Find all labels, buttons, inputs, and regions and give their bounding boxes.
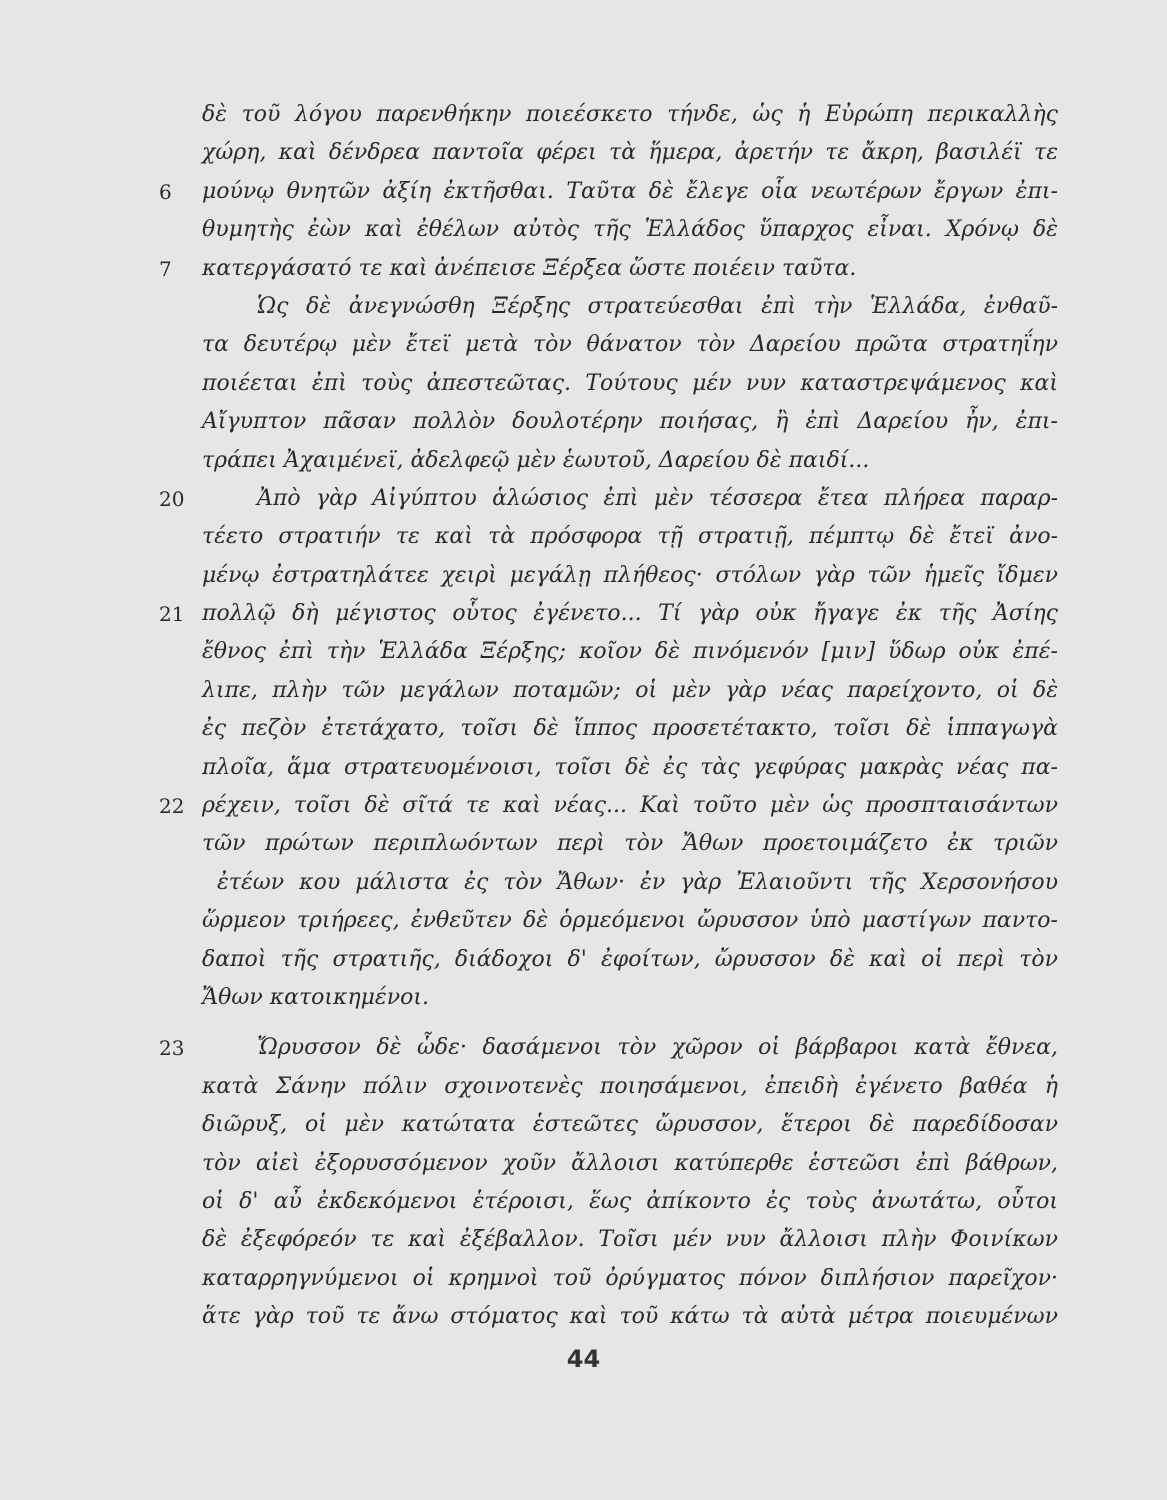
line-text: τὸν αἰεὶ ἐξορυσσόμενον χοῦν ἄλλοισι κατύπερθε ἑστεῶσι ἐπὶ βάθρων, <box>202 1150 1058 1176</box>
line-text: ἐς πεζὸν ἐτετάχατο, τοῖσι δὲ ἵππος προσετέτακτο, τοῖσι δὲ ἱππαγωγὰ <box>202 716 1058 742</box>
text-line <box>165 825 1061 863</box>
text-line <box>159 595 1061 633</box>
line-text: ὥρμεον τριήρεες, ἐνθεῦτεν δὲ ὁρμεόμενοι ὤρυσσον ὑπὸ μαστίγων παντο- <box>202 908 1058 934</box>
greek-text-block <box>159 96 1061 1337</box>
line-text: λιπε, πλὴν τῶν μεγάλων ποταμῶν; οἱ μὲν γὰρ νέας παρείχοντο, οἱ δὲ <box>202 677 1058 703</box>
text-line <box>165 1260 1061 1298</box>
line-text: μένῳ ἐστρατηλάτεε χειρὶ μεγάλῃ πλήθεος· στόλων γὰρ τῶν ἡμεῖς ἴδμεν <box>202 562 1058 588</box>
line-number: 7 <box>159 256 172 281</box>
page-number: 44 <box>566 1345 601 1373</box>
line-text: τα δευτέρῳ μὲν ἔτεϊ μετὰ τὸν θάνατον τὸν Δαρείου πρῶτα στρατηΐην <box>202 332 1058 358</box>
text-line <box>165 518 1061 556</box>
line-text: ποιέεται ἐπὶ τοὺς ἀπεστεῶτας. Τούτους μέν νυν καταστρεψάμενος καὶ <box>202 370 1058 396</box>
line-text: χώρη, καὶ δένδρεα παντοῖα φέρει τὰ ἥμερα, ἀρετήν τε ἄκρη, βασιλέϊ τε <box>202 140 1058 166</box>
text-line <box>159 480 1061 518</box>
text-line <box>165 1106 1061 1144</box>
line-text: Αἴγυπτον πᾶσαν πολλὸν δουλοτέρην ποιήσας, ἢ ἐπὶ Δαρείου ἦν, ἐπι- <box>202 409 1058 435</box>
line-text: Ὤρυσσον δὲ ὧδε· δασάμενοι τὸν χῶρον οἱ βάρβαροι κατὰ ἔθνεα, <box>257 1035 1058 1061</box>
line-number: 21 <box>159 602 185 627</box>
line-text: ἔθνος ἐπὶ τὴν Ἑλλάδα Ξέρξης; κοῖον δὲ πινόμενόν [μιν] ὕδωρ οὐκ ἐπέ- <box>202 639 1058 665</box>
line-text: πλοῖα, ἅμα στρατευομένοισι, τοῖσι δὲ ἐς τὰς γεφύρας μακρὰς νέας πα- <box>202 754 1058 780</box>
line-text: τῶν πρώτων περιπλωόντων περὶ τὸν Ἄθων προετοιμάζετο ἐκ τριῶν <box>202 831 1058 857</box>
text-line <box>165 672 1061 710</box>
text-line <box>165 749 1061 787</box>
text-line <box>165 941 1061 979</box>
line-text: δὲ τοῦ λόγου παρενθήκην ποιεέσκετο τήνδε, ὡς ἡ Εὐρώπη περικαλλὴς <box>202 102 1058 127</box>
text-line <box>159 250 1061 288</box>
line-text: κατὰ Σάνην πόλιν σχοινοτενὲς ποιησάμενοι, ἐπειδὴ ἐγένετο βαθέα ἡ <box>202 1073 1058 1099</box>
line-text: δὲ ἐξεφόρεόν τε καὶ ἐξέβαλλον. Τοῖσι μέν νυν ἄλλοισι πλὴν Φοινίκων <box>202 1227 1058 1253</box>
line-text: Ἄθων κατοικημένοι. <box>202 984 429 1010</box>
line-number: 22 <box>159 794 185 819</box>
text-line <box>165 710 1061 748</box>
line-text: δαποὶ τῆς στρατιῆς, διάδοχοι δ' ἐφοίτων, ὤρυσσον δὲ καὶ οἱ περὶ τὸν <box>202 946 1058 972</box>
line-number: 6 <box>159 179 172 204</box>
text-line <box>165 1068 1061 1106</box>
text-line <box>165 211 1061 249</box>
text-line <box>159 787 1061 825</box>
text-line <box>165 979 1061 1017</box>
line-text: πολλῷ δὴ μέγιστος οὗτος ἐγένετο... Τί γὰρ οὐκ ἤγαγε ἐκ τῆς Ἀσίης <box>202 601 1058 627</box>
line-text: μούνῳ θνητῶν ἀξίη ἐκτῆσθαι. Ταῦτα δὲ ἔλεγε οἷα νεωτέρων ἔργων ἐπι- <box>202 178 1058 204</box>
text-line <box>165 1298 1061 1336</box>
text-line <box>159 173 1061 211</box>
line-text: ἅτε γὰρ τοῦ τε ἄνω στόματος καὶ τοῦ κάτω τὰ αὐτὰ μέτρα ποιευμένων <box>202 1304 1058 1330</box>
line-text: καταρρηγνύμενοι οἱ κρημνοὶ τοῦ ὀρύγματος πόνον διπλήσιον παρεῖχον· <box>202 1265 1058 1291</box>
text-line <box>165 1183 1061 1221</box>
text-line <box>165 134 1061 172</box>
line-text: ρέχειν, τοῖσι δὲ σῖτά τε καὶ νέας... Καὶ τοῦτο μὲν ὡς προσπταισάντων <box>202 793 1058 819</box>
text-line <box>165 442 1061 480</box>
line-text: κατεργάσατό τε καὶ ἀνέπεισε Ξέρξεα ὥστε ποιέειν ταῦτα. <box>202 255 857 281</box>
line-number: 20 <box>159 486 185 511</box>
line-text: θυμητὴς ἐὼν καὶ ἐθέλων αὐτὸς τῆς Ἑλλάδος ὕπαρχος εἶναι. Χρόνῳ δὲ <box>202 217 1058 243</box>
text-line <box>165 1145 1061 1183</box>
text-line <box>165 96 1061 134</box>
text-line <box>165 633 1061 671</box>
text-line <box>165 864 1061 902</box>
text-line <box>165 365 1061 403</box>
text-line <box>165 902 1061 940</box>
line-text: ἐτέων κου μάλιστα ἐς τὸν Ἄθων· ἐν γὰρ Ἐλαιοῦντι τῆς Χερσονήσου <box>217 869 1058 895</box>
line-text: Ἀπὸ γὰρ Αἰγύπτου ἁλώσιος ἐπὶ μὲν τέσσερα ἔτεα πλήρεα παραρ- <box>257 485 1058 511</box>
text-line <box>165 288 1061 326</box>
line-text: διῶρυξ, οἱ μὲν κατώτατα ἑστεῶτες ὤρυσσον, ἕτεροι δὲ παρεδίδοσαν <box>202 1112 1058 1138</box>
text-line <box>165 403 1061 441</box>
text-line <box>165 326 1061 364</box>
line-text: οἱ δ' αὖ ἐκδεκόμενοι ἑτέροισι, ἕως ἀπίκοντο ἐς τοὺς ἀνωτάτω, οὗτοι <box>202 1188 1058 1214</box>
text-line <box>165 557 1061 595</box>
text-line <box>159 1029 1061 1067</box>
text-line <box>165 1221 1061 1259</box>
line-text: τράπει Ἀχαιμένεϊ, ἀδελφεῷ μὲν ἑωυτοῦ, Δαρείου δὲ παιδί... <box>202 447 870 473</box>
line-number: 23 <box>159 1036 185 1061</box>
line-text: Ὡς δὲ ἀνεγνώσθη Ξέρξης στρατεύεσθαι ἐπὶ τὴν Ἑλλάδα, ἐνθαῦ- <box>257 293 1058 319</box>
line-text: τέετο στρατιήν τε καὶ τὰ πρόσφορα τῇ στρατιῇ, πέμπτῳ δὲ ἔτεϊ ἀνο- <box>202 524 1058 550</box>
